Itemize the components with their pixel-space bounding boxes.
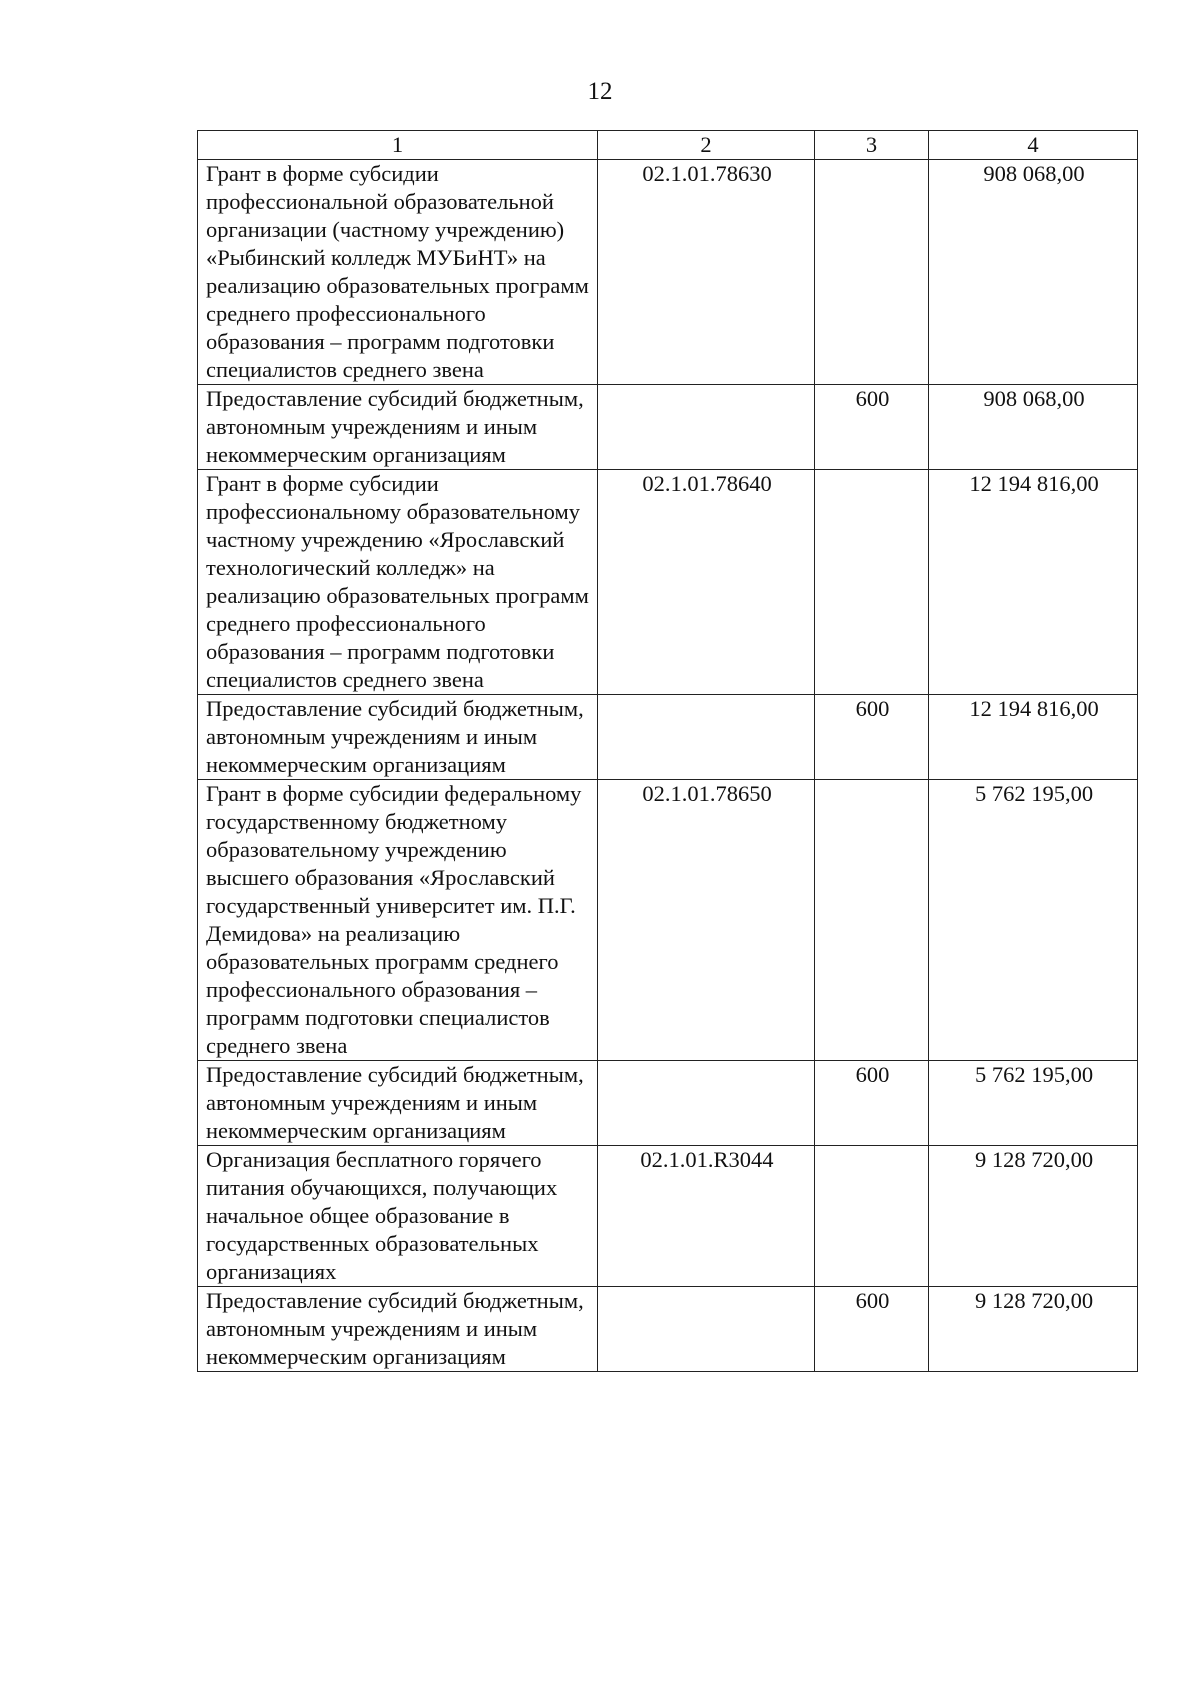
item-name-cell: Организация бесплатного горячего питания обучающихся, получающих начальное общее образование в государственных образовательных организациях <box>198 1146 598 1287</box>
target-code-cell <box>598 1061 815 1146</box>
page-number: 12 <box>587 78 613 105</box>
amount-cell: 908 068,00 <box>929 160 1138 385</box>
column-header-3: 3 <box>815 131 929 160</box>
target-code-cell <box>598 695 815 780</box>
item-name-cell: Предоставление субсидий бюджетным, автономным учреждениям и иным некоммерческим организациям <box>198 1287 598 1372</box>
table-row <box>198 160 1138 385</box>
table-header-row <box>198 131 1138 160</box>
expense-type-cell: 600 <box>815 1287 929 1372</box>
target-code-cell <box>598 385 815 470</box>
column-header-1: 1 <box>198 131 598 160</box>
item-name-cell: Грант в форме субсидии профессиональной образовательной организации (частному учреждению) «Рыбинский колледж МУБиНТ» на реализацию образовательных программ среднего профессионального образования – программ подготовки специалистов среднего звена <box>198 160 598 385</box>
table-row <box>198 470 1138 695</box>
expense-type-cell <box>815 160 929 385</box>
target-code-cell: 02.1.01.78640 <box>598 470 815 695</box>
target-code-cell: 02.1.01.R3044 <box>598 1146 815 1287</box>
amount-cell: 908 068,00 <box>929 385 1138 470</box>
table-row <box>198 780 1138 1061</box>
column-header-4: 4 <box>929 131 1138 160</box>
amount-cell: 12 194 816,00 <box>929 695 1138 780</box>
amount-cell: 12 194 816,00 <box>929 470 1138 695</box>
target-code-cell: 02.1.01.78630 <box>598 160 815 385</box>
amount-cell: 5 762 195,00 <box>929 780 1138 1061</box>
table-row <box>198 1287 1138 1372</box>
item-name-cell: Грант в форме субсидии профессиональному образовательному частному учреждению «Ярославский технологический колледж» на реализацию образовательных программ среднего профессионального образования – программ подготовки специалистов среднего звена <box>198 470 598 695</box>
expense-type-cell: 600 <box>815 385 929 470</box>
expense-type-cell: 600 <box>815 695 929 780</box>
target-code-cell: 02.1.01.78650 <box>598 780 815 1061</box>
budget-table <box>197 130 1138 1372</box>
item-name-cell: Предоставление субсидий бюджетным, автономным учреждениям и иным некоммерческим организациям <box>198 385 598 470</box>
target-code-cell <box>598 1287 815 1372</box>
expense-type-cell: 600 <box>815 1061 929 1146</box>
item-name-cell: Грант в форме субсидии федеральному государственному бюджетному образовательному учреждению высшего образования «Ярославский государственный университет им. П.Г. Демидова» на реализацию образовательных программ среднего профессионального образования – программ подготовки специалистов среднего звена <box>198 780 598 1061</box>
expense-type-cell <box>815 780 929 1061</box>
item-name-cell: Предоставление субсидий бюджетным, автономным учреждениям и иным некоммерческим организациям <box>198 695 598 780</box>
expense-type-cell <box>815 470 929 695</box>
table-row <box>198 385 1138 470</box>
column-header-2: 2 <box>598 131 815 160</box>
table-row <box>198 1146 1138 1287</box>
table-row <box>198 695 1138 780</box>
item-name-cell: Предоставление субсидий бюджетным, автономным учреждениям и иным некоммерческим организациям <box>198 1061 598 1146</box>
amount-cell: 9 128 720,00 <box>929 1146 1138 1287</box>
amount-cell: 5 762 195,00 <box>929 1061 1138 1146</box>
table-row <box>198 1061 1138 1146</box>
expense-type-cell <box>815 1146 929 1287</box>
amount-cell: 9 128 720,00 <box>929 1287 1138 1372</box>
